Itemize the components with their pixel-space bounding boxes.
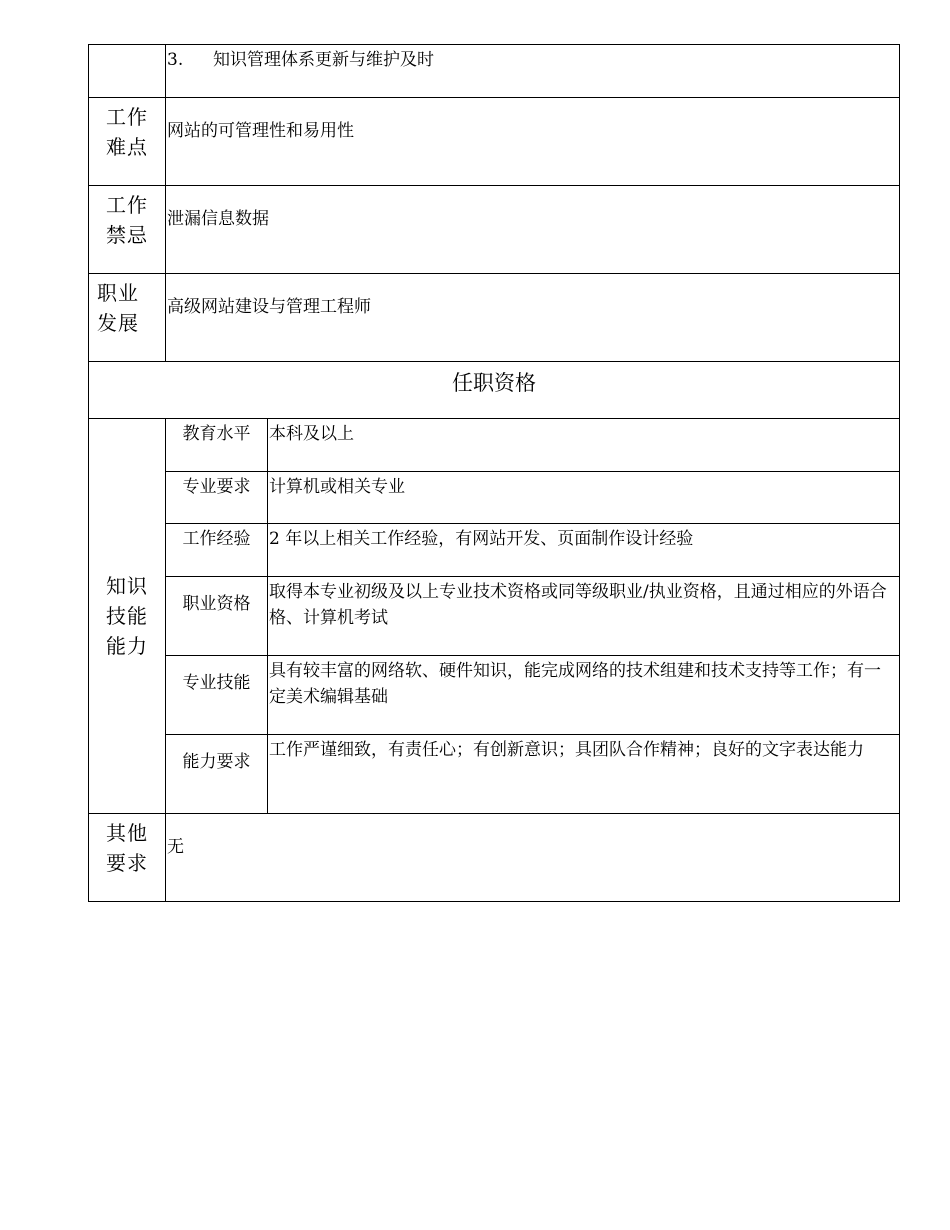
- section-title: 任职资格: [89, 362, 900, 419]
- experience-value: 2 年以上相关工作经验，有网站开发、页面制作设计经验: [268, 524, 900, 577]
- empty-label-cell: [89, 45, 166, 98]
- work-taboo-label: 工作 禁忌: [89, 186, 166, 274]
- professional-skills-row: [89, 656, 900, 735]
- work-taboo-value: 泄漏信息数据: [166, 186, 900, 274]
- qualification-header-row: [89, 362, 900, 419]
- work-difficulty-label: 工作 难点: [89, 98, 166, 186]
- education-row: [89, 419, 900, 472]
- certification-value: 取得本专业初级及以上专业技术资格或同等级职业/执业资格，且通过相应的外语合格、计算机考试: [268, 577, 900, 656]
- major-label: 专业要求: [166, 472, 268, 524]
- ability-label: 能力要求: [166, 735, 268, 814]
- responsibility-cell: [166, 45, 900, 98]
- job-description-table: [88, 44, 900, 902]
- major-row: [89, 472, 900, 524]
- experience-row: [89, 524, 900, 577]
- education-value: 本科及以上: [268, 419, 900, 472]
- work-difficulty-row: [89, 98, 900, 186]
- professional-skills-value: 具有较丰富的网络软、硬件知识，能完成网络的技术组建和技术支持等工作；有一定美术编辑基础: [268, 656, 900, 735]
- education-label: 教育水平: [166, 419, 268, 472]
- item-number: 3.: [167, 50, 184, 70]
- experience-label: 工作经验: [166, 524, 268, 577]
- ability-row: [89, 735, 900, 814]
- item-text: 知识管理体系更新与维护及时: [213, 50, 434, 70]
- other-requirements-label: 其他 要求: [89, 814, 166, 902]
- certification-row: [89, 577, 900, 656]
- responsibility-row: [89, 45, 900, 98]
- career-development-label: 职业 发展: [89, 274, 166, 362]
- ability-value: 工作严谨细致，有责任心；有创新意识；具团队合作精神；良好的文字表达能力: [268, 735, 900, 814]
- other-requirements-row: [89, 814, 900, 902]
- certification-label: 职业资格: [166, 577, 268, 656]
- career-development-row: [89, 274, 900, 362]
- work-difficulty-value: 网站的可管理性和易用性: [166, 98, 900, 186]
- major-value: 计算机或相关专业: [268, 472, 900, 524]
- knowledge-skills-label: 知识 技能 能力: [89, 419, 166, 814]
- other-requirements-value: 无: [166, 814, 900, 902]
- career-development-value: 高级网站建设与管理工程师: [166, 274, 900, 362]
- professional-skills-label: 专业技能: [166, 656, 268, 735]
- work-taboo-row: [89, 186, 900, 274]
